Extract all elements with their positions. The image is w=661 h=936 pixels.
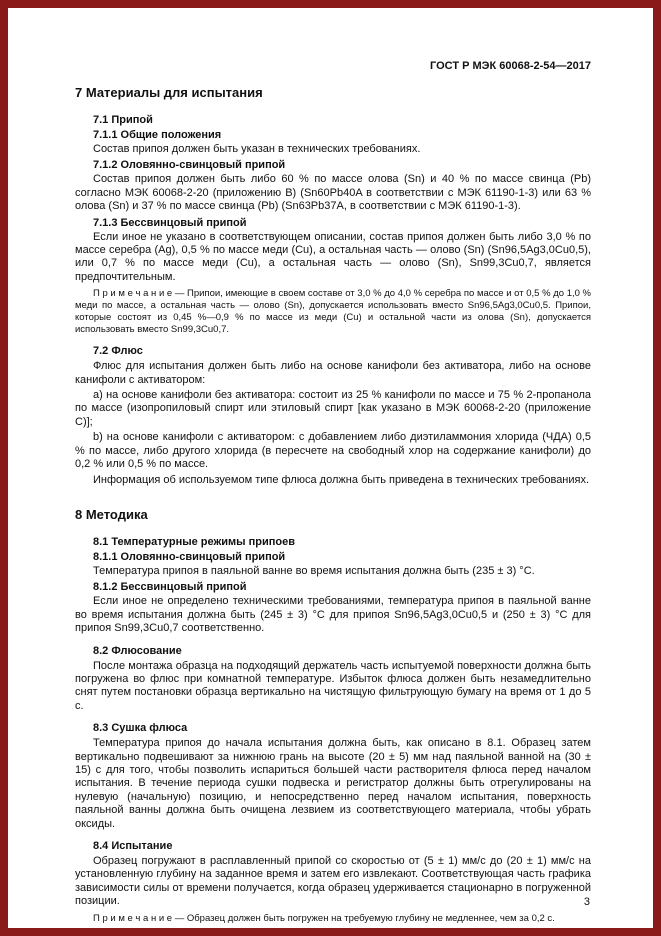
section-7-title: 7 Материалы для испытания <box>75 85 263 100</box>
heading-7-2: 7.2 Флюс <box>93 345 143 358</box>
note-7-1-3: П р и м е ч а н и е — Припои, имеющие в своем составе от 3,0 % до 4,0 % серебра по массе и от 0,5 % до 1,0 % меди по массе, а остальная часть — олово (Sn), допускается использовать вместо Sn96,5Ag3,0Cu0,5. Припои, которые состоят из 0,45 %—0,9 % по массе из меди (Cu) и остальной части из олова (Sn), допускается использовать вместо Sn99,3Cu0,7. <box>75 288 591 336</box>
heading-8-2: 8.2 Флюсование <box>93 644 182 657</box>
heading-8-4: 8.4 Испытание <box>93 840 173 852</box>
document-code-header: ГОСТ Р МЭК 60068-2-54—2017 <box>430 60 591 72</box>
paragraph-8-2: После монтажа образца на подходящий держатель часть испытуемой поверхности должна быть погружена во флюс при комнатной температуре. Избыток флюса должен быть незамедлительно снят путем постановки образца вертикально на чистящую фильтрующую бумагу на время от 1 до 5 с. <box>75 659 591 712</box>
heading-8-1: 8.1 Температурные режимы припоев <box>93 535 296 548</box>
heading-7-1: 7.1 Припой <box>93 114 153 126</box>
paragraph-7-1-2: Состав припоя должен быть либо 60 % по массе олова (Sn) и 40 % по массе свинца (Pb) согласно МЭК 60068-2-20 (приложению В) (Sn60Pb40A в соответствии с МЭК 61190-1-3) или 63 % олова (Sn) и 37 % по массе свинца (Pb) (Sn63Pb37A, в соответствии с МЭК 61190-1-3). <box>75 173 591 213</box>
note-8-4: П р и м е ч а н и е — Образец должен быть погружен на требуемую глубину не медленнее, чем за 0,2 с. <box>93 912 555 924</box>
paragraph-7-1-1: Состав припоя должен быть указан в технических требованиях. <box>93 143 421 155</box>
list-item-b: b) на основе канифоли с активатором: с добавлением либо диэтиламмония хлорида (ЧДА) 0,5 % по массе, либо другого хлорида (в пересчете на свободный хлор на содержание канифоли) до 0,2 % или 0,5 % по массе. <box>75 431 591 471</box>
paragraph-7-2-info: Информация об используемом типе флюса должна быть приведена в технических требованиях. <box>93 473 590 486</box>
paragraph-8-1-2: Если иное не определено техническими требованиями, температура припоя в паяльной ванне во время испытания должна быть (245 ± 3) °С для припоя Sn96,5Ag3,0Cu0,5 и (250 ± 3) °С для припоя Sn99,3Cu0,7 соответственно. <box>75 595 591 635</box>
paragraph-8-4: Образец погружают в расплавленный припой со скоростью от (5 ± 1) мм/с до (20 ± 1) мм/с на установленную глубину на заданное время и затем его извлекают. Соответствующая часть графика зависимости силы от времени получается, когда образец удерживается стационарно в погруженной позиции. <box>75 855 591 908</box>
heading-7-1-1: 7.1.1 Общие положения <box>93 129 222 141</box>
paragraph-8-3: Температура припоя до начала испытания должна быть, как описано в 8.1. Образец затем вертикально подвешивают за нижнюю грань на высоте (20 ± 5) мм над паяльной ванной на (30 ± 15) с для того, чтобы позволить испариться большей части растворителя флюса перед началом испытания. В течение периода сушки подвеска и регистратор должны быть отрегулированы на нулевую (начальную) позицию, и непосредственно перед началом испытания, поверхность паяльной ванны должна быть очищена лезвием из соответствующего материала, чтобы убрать оксиды. <box>75 737 591 830</box>
paragraph-7-2-intro: Флюс для испытания должен быть либо на основе канифоли без активатора, либо на основе канифоли с активатором: <box>75 360 591 386</box>
page-number: 3 <box>583 896 590 908</box>
heading-8-3: 8.3 Сушка флюса <box>93 722 188 735</box>
document-page <box>8 8 653 928</box>
section-8-title: 8 Методика <box>75 506 148 522</box>
heading-7-1-2: 7.1.2 Оловянно-свинцовый припой <box>93 159 286 172</box>
heading-8-1-2: 8.1.2 Бессвинцовый припой <box>93 581 247 594</box>
list-item-a: a) на основе канифоли без активатора: состоит из 25 % канифоли по массе и 75 % 2-пропанола по массе (изопропиловый спирт или этиловый спирт [как указано в МЭК 60068-2-20 (приложение С)]; <box>75 389 591 428</box>
paragraph-7-1-3: Если иное не указано в соответствующем описании, состав припоя должен быть либо 3,0 % по массе серебра (Ag), 0,5 % по массе меди (Cu), а остальная часть — олово (Sn) (Sn96,5Ag3,0Cu0,5), или 0,7 % по массе меди (Cu), а остальная часть — олово (Sn), Sn99,3Cu0,7, является предпочтительным. <box>75 230 591 283</box>
paragraph-8-1-1: Температура припоя в паяльной ванне во время испытания должна быть (235 ± 3) °С. <box>93 564 535 577</box>
heading-7-1-3: 7.1.3 Бессвинцовый припой <box>93 216 247 229</box>
heading-8-1-1: 8.1.1 Оловянно-свинцовый припой <box>93 550 286 563</box>
